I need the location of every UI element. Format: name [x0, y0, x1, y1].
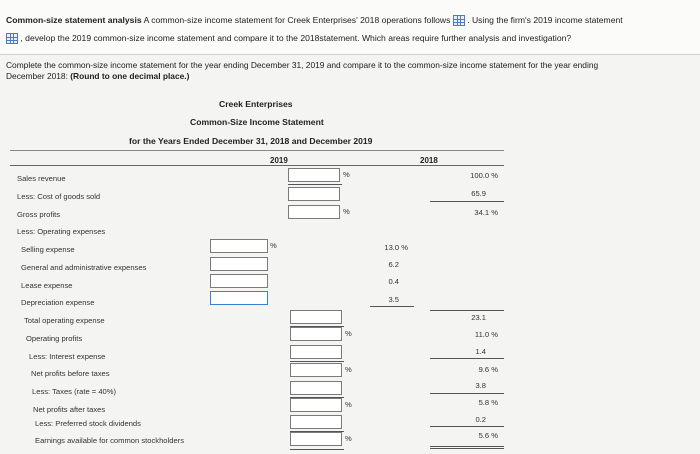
underline: [290, 449, 344, 450]
problem-header: [0, 0, 700, 54]
underline: [430, 201, 504, 202]
input-2019-sales-revenue[interactable]: [288, 168, 340, 182]
underline: [370, 306, 414, 307]
value-2018-cost-of-goods-sold: 65.9: [471, 189, 486, 198]
row-label-interest-expense: Less: Interest expense: [29, 352, 106, 361]
row-label-selling-expense: Selling expense: [21, 245, 75, 254]
problem-statement-line1: [6, 15, 623, 26]
underline: [290, 326, 344, 327]
problem-text-1: A common-size income statement for Creek Enterprises' 2018 operations follows: [143, 15, 451, 25]
pct-sign: %: [345, 329, 352, 338]
value-2018-selling-expense: 13.0 %: [384, 243, 408, 252]
underline: [430, 310, 504, 311]
row-label-cost-of-goods-sold: Less: Cost of goods sold: [17, 192, 101, 201]
company-name: Creek Enterprises: [219, 99, 293, 109]
instructions-date: December 2018:: [6, 71, 68, 81]
double-underline: [430, 446, 504, 447]
rounding-note: (Round to one decimal place.): [70, 71, 190, 81]
value-2018-operating-profits: 11.0 %: [474, 330, 498, 339]
pct-sign: %: [343, 170, 350, 179]
value-2018-gross-profits: 34.1 %: [474, 208, 498, 217]
value-2018-net-profits-before-taxes: 9.6 %: [478, 365, 498, 374]
value-2018-preferred-dividends: 0.2: [475, 415, 486, 424]
input-2019-cost-of-goods-sold[interactable]: [288, 187, 340, 201]
row-label-sales-revenue: Sales revenue: [17, 174, 66, 183]
value-2018-interest-expense: 1.4: [475, 347, 486, 356]
row-label-net-profits-after-taxes: Net profits after taxes: [33, 405, 106, 414]
row-label-operating-profits: Operating profits: [26, 334, 83, 343]
statement-period: for the Years Ended December 31, 2018 and December 2019: [129, 136, 373, 146]
input-2019-operating-profits[interactable]: [290, 327, 342, 341]
pct-sign: %: [345, 365, 352, 374]
value-2018-taxes: 3.8: [475, 381, 486, 390]
input-2019-selling-expense[interactable]: [210, 239, 268, 253]
row-label-depreciation-expense: Depreciation expense: [21, 298, 95, 307]
underline: [430, 393, 504, 394]
value-2018-net-profits-after-taxes: 5.8 %: [478, 398, 498, 407]
input-2019-total-operating-expense[interactable]: [290, 310, 342, 324]
value-2018-depreciation-expense: 3.5: [388, 295, 399, 304]
divider: [0, 54, 700, 55]
input-2019-taxes[interactable]: [290, 381, 342, 395]
pct-sign: %: [345, 400, 352, 409]
pct-sign: %: [270, 241, 277, 250]
input-2019-interest-expense[interactable]: [290, 345, 342, 359]
row-label-general-admin-expenses: General and administrative expenses: [21, 263, 147, 272]
column-header-2019: 2019: [270, 156, 288, 165]
input-2019-depreciation-expense[interactable]: [210, 291, 268, 305]
instructions-line2: [6, 71, 189, 82]
input-2019-earnings-available[interactable]: [290, 432, 342, 446]
problem-statement-line2: [6, 33, 571, 44]
row-label-gross-profits: Gross profits: [17, 210, 61, 219]
row-label-preferred-dividends: Less: Preferred stock dividends: [35, 419, 141, 428]
input-2019-gross-profits[interactable]: [288, 205, 340, 219]
underline: [290, 361, 344, 362]
underline: [430, 358, 504, 359]
row-label-lease-expense: Lease expense: [21, 281, 73, 290]
column-header-2018: 2018: [420, 156, 438, 165]
problem-text-3: , develop the 2019 common-size income statement and compare it to the 2018statement. Which areas require further analysis and investigation?: [20, 33, 572, 43]
underline: [288, 184, 342, 185]
underline: [290, 397, 344, 398]
pct-sign: %: [345, 434, 352, 443]
row-label-earnings-available: Earnings available for common stockholders: [35, 436, 184, 445]
double-underline: [430, 448, 504, 449]
input-2019-general-admin-expenses[interactable]: [210, 257, 268, 271]
row-label-total-operating-expense: Total operating expense: [24, 316, 105, 325]
value-2018-lease-expense: 0.4: [388, 277, 399, 286]
input-2019-net-profits-before-taxes[interactable]: [290, 363, 342, 377]
underline: [290, 431, 344, 432]
pct-sign: %: [343, 207, 350, 216]
value-2018-total-operating-expense: 23.1: [471, 313, 486, 322]
value-2018-sales-revenue: 100.0 %: [470, 171, 498, 180]
row-label-taxes: Less: Taxes (rate = 40%): [32, 387, 117, 396]
title-rule: [10, 150, 504, 151]
table-icon[interactable]: [6, 33, 18, 44]
statement-name: Common-Size Income Statement: [190, 117, 324, 127]
problem-title: Common-size statement analysis: [6, 15, 142, 25]
input-2019-net-profits-after-taxes[interactable]: [290, 398, 342, 412]
table-icon[interactable]: [453, 15, 465, 26]
problem-text-2: . Using the firm's 2019 income statement: [467, 15, 623, 25]
value-2018-earnings-available: 5.6 %: [478, 431, 498, 440]
value-2018-general-admin-expenses: 6.2: [388, 260, 399, 269]
row-label-net-profits-before-taxes: Net profits before taxes: [31, 369, 110, 378]
instructions-line1: Complete the common-size income statement for the year ending December 31, 2019 and compare it to the common-size income statement for the year ending: [6, 60, 599, 70]
row-label-operating-expenses: Less: Operating expenses: [17, 227, 106, 236]
input-2019-lease-expense[interactable]: [210, 274, 268, 288]
input-2019-preferred-dividends[interactable]: [290, 415, 342, 429]
column-header-rule: [10, 165, 504, 166]
underline: [430, 426, 504, 427]
